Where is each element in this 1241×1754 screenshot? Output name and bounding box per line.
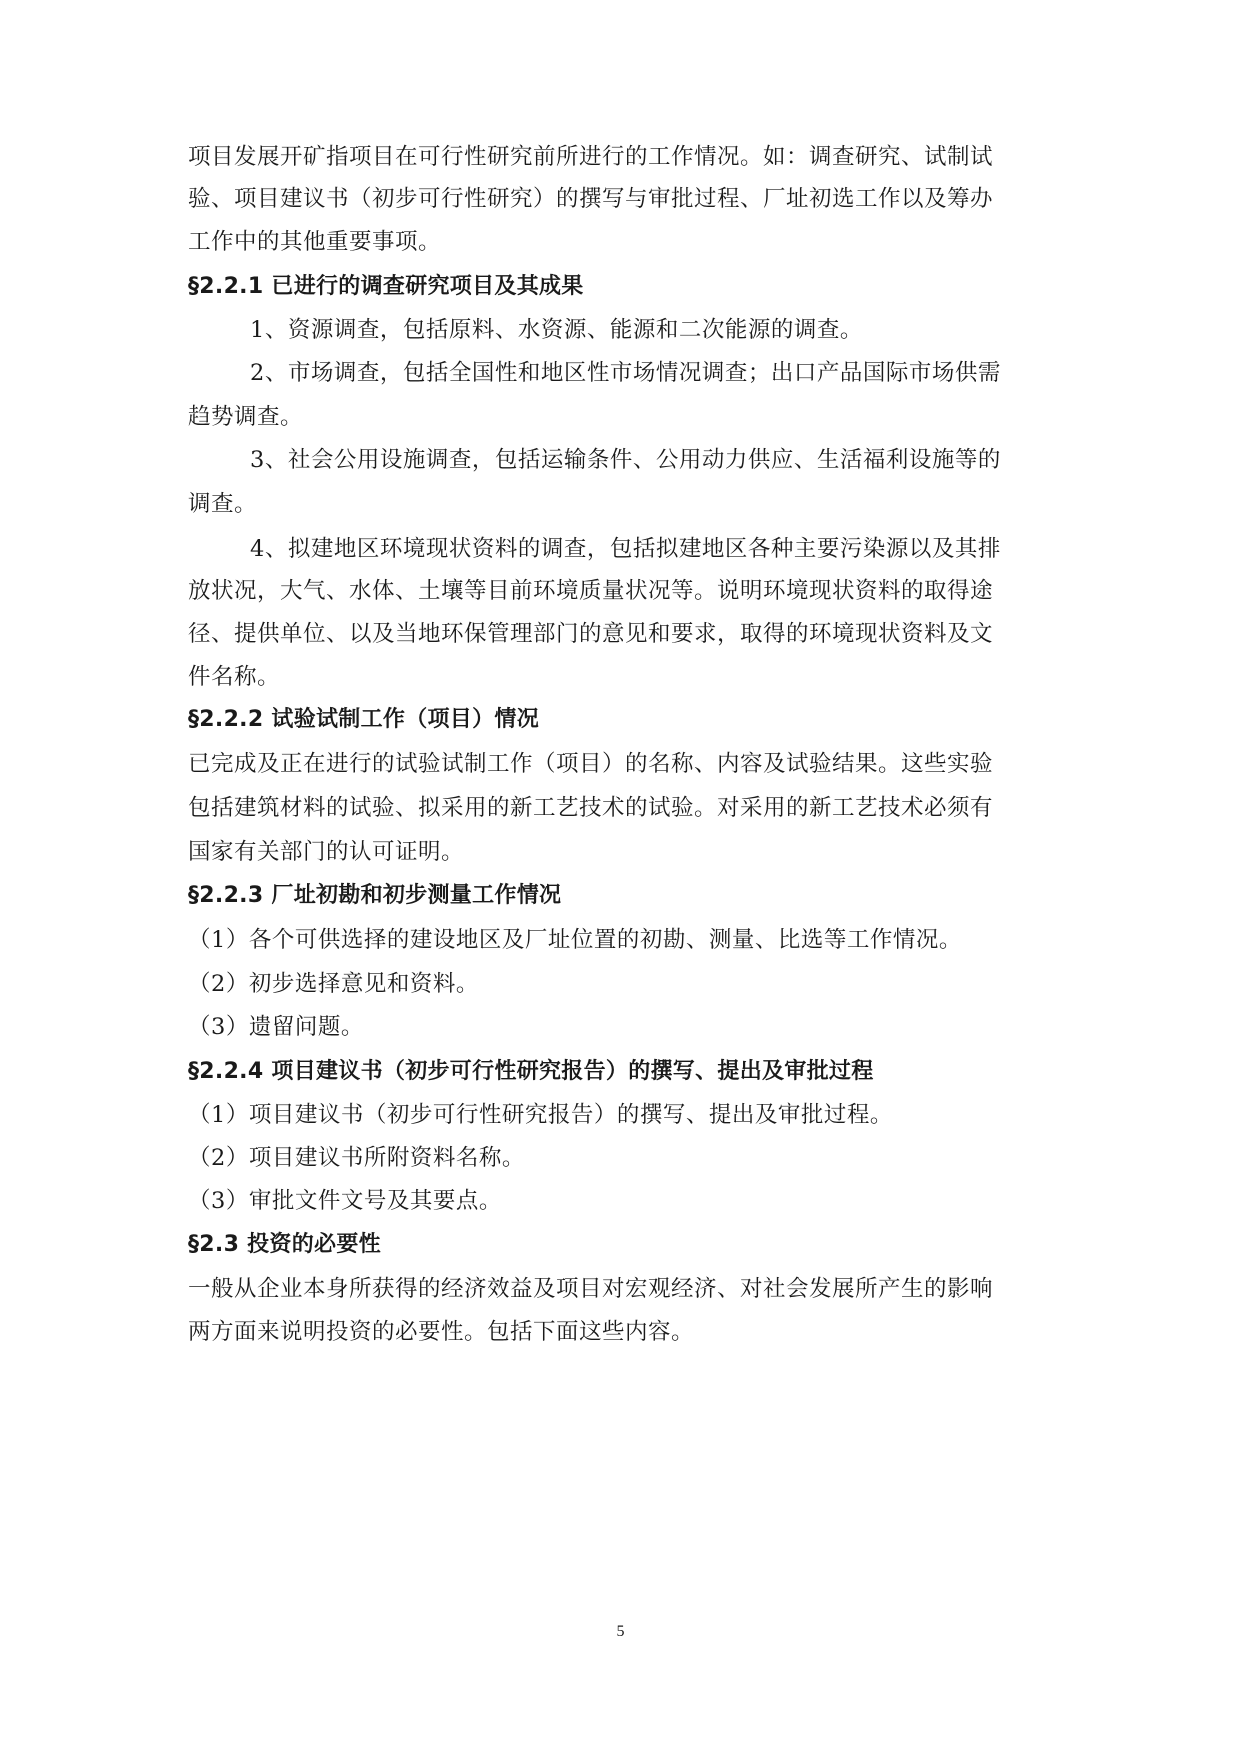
- page-number: 5: [616, 1623, 625, 1640]
- text-line: 已完成及正在进行的试验试制工作（项目）的名称、内容及试验结果。这些实验: [188, 751, 994, 777]
- section-heading: §2.2.3 厂址初勘和初步测量工作情况: [188, 883, 562, 908]
- text-line: 调查。: [188, 491, 258, 517]
- text-line: 包括建筑材料的试验、拟采用的新工艺技术的试验。对采用的新工艺技术必须有: [188, 795, 994, 821]
- text-line: 1、资源调查，包括原料、水资源、能源和二次能源的调查。: [250, 317, 863, 343]
- text-line: 4、拟建地区环境现状资料的调查，包括拟建地区各种主要污染源以及其排: [250, 536, 1001, 562]
- text-line: 件名称。: [188, 664, 281, 690]
- text-line: 径、提供单位、以及当地环保管理部门的意见和要求，取得的环境现状资料及文: [188, 621, 994, 647]
- text-line: 一般从企业本身所获得的经济效益及项目对宏观经济、对社会发展所产生的影响: [188, 1276, 994, 1302]
- text-line: （2）项目建议书所附资料名称。: [188, 1145, 525, 1171]
- text-line: 趋势调查。: [188, 404, 304, 430]
- text-line: 两方面来说明投资的必要性。包括下面这些内容。: [188, 1319, 695, 1345]
- text-line: 放状况，大气、水体、土壤等目前环境质量状况等。说明环境现状资料的取得途: [188, 578, 994, 604]
- text-line: （3）遗留问题。: [188, 1014, 364, 1040]
- text-line: （2）初步选择意见和资料。: [188, 971, 479, 997]
- text-line: （1）各个可供选择的建设地区及厂址位置的初勘、测量、比选等工作情况。: [188, 927, 962, 953]
- section-heading: §2.2.4 项目建议书（初步可行性研究报告）的撰写、提出及审批过程: [188, 1059, 874, 1084]
- section-heading: §2.3 投资的必要性: [188, 1232, 381, 1257]
- text-line: 项目发展开矿指项目在可行性研究前所进行的工作情况。如：调查研究、试制试: [188, 144, 994, 170]
- text-line: 工作中的其他重要事项。: [188, 229, 442, 255]
- text-line: （1）项目建议书（初步可行性研究报告）的撰写、提出及审批过程。: [188, 1102, 893, 1128]
- text-line: 国家有关部门的认可证明。: [188, 839, 465, 865]
- text-line: （3）审批文件文号及其要点。: [188, 1188, 502, 1214]
- section-heading: §2.2.2 试验试制工作（项目）情况: [188, 707, 539, 732]
- text-line: 验、项目建议书（初步可行性研究）的撰写与审批过程、厂址初选工作以及筹办: [188, 186, 994, 212]
- section-heading: §2.2.1 已进行的调查研究项目及其成果: [188, 274, 584, 299]
- text-line: 3、社会公用设施调查，包括运输条件、公用动力供应、生活福利设施等的: [250, 447, 1001, 473]
- text-line: 2、市场调查，包括全国性和地区性市场情况调查；出口产品国际市场供需: [250, 360, 1001, 386]
